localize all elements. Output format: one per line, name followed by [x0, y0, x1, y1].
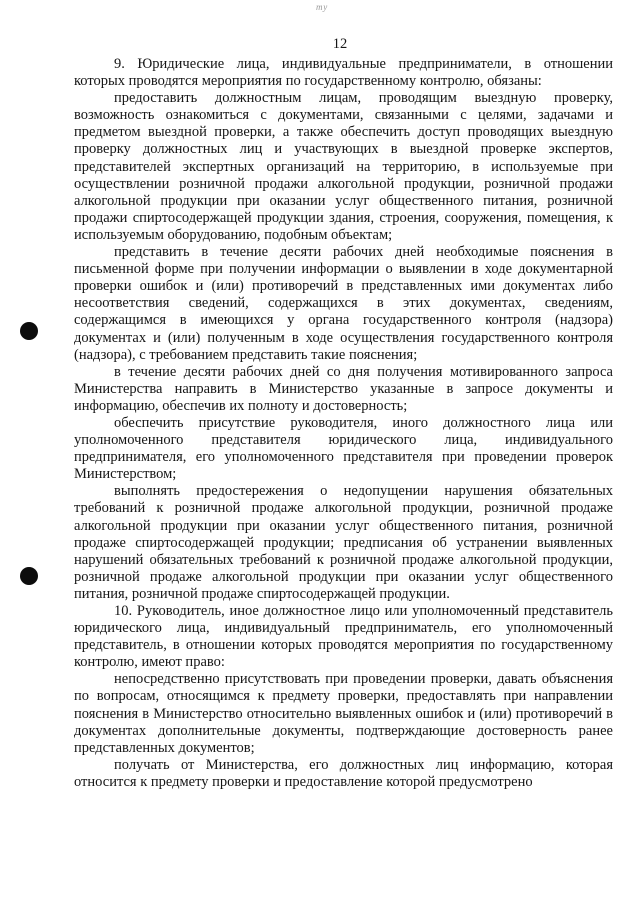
paragraph-be-present: непосредственно присутствовать при проведении проверки, давать объяснения по вопросам, относящимся к предмету проверки, предоставлять при направлении пояснения в Министерство относительно выявленных ошибок и (или) противоречий в документах дополнительные документы, подтверждающие достоверность ранее представленных документов;: [74, 671, 613, 756]
punch-hole: [20, 322, 38, 340]
paragraph-fulfil-warnings: выполнять предостережения о недопущении нарушения обязательных требований к розничной продаже алкогольной продукции, розничной продаже алкогольной продукции при оказании услуг общественного питания, розничной продаже спиртосодержащей продукции; предписания об устранении выявленных нарушений обязательных требований к розничной продаже алкогольной продукции, розничной продаже алкогольной продукции при оказании услуг общественного питания, розничной продаже спиртосодержащей продукции.: [74, 483, 613, 602]
paragraph-send-documents: в течение десяти рабочих дней со дня получения мотивированного запроса Министерства направить в Министерство указанные в запросе документы и информацию, обеспечив их полноту и достоверность;: [74, 363, 613, 414]
paragraph-provide-access: предоставить должностным лицам, проводящим выездную проверку, возможность ознакомиться с документами, связанными с целями, задачами и предметом выездной проверки, а также обеспечить доступ проводящих выездную проверку должностных лиц и участвующих в выездной проверке экспертов, представителей экспертных организаций на территорию, в используемые при осуществлении розничной продажи алкогольной продукции, розничной продажи алкогольной продукции при оказании услуг общественного питания, розничной продажи спиртосодержащей продукции здания, строения, сооружения, помещения, к используемым оборудованию, подобным объектам;: [74, 90, 613, 243]
paragraph-ensure-presence: обеспечить присутствие руководителя, иного должностного лица или уполномоченного представителя юридического лица, индивидуального предпринимателя, его уполномоченного представителя при проведении проверок Министерством;: [74, 414, 613, 483]
paragraph-clause-10: 10. Руководитель, иное должностное лицо или уполномоченный представитель юридического лица, индивидуальный предприниматель, его уполномоченный представитель, в отношении которых проводятся мероприятия по государственному контролю, имеют право:: [74, 603, 613, 671]
page-number: 12: [332, 36, 348, 52]
paragraph-provide-explanations: представить в течение десяти рабочих дней необходимые пояснения в письменной форме при получении информации о выявлении в ходе документарной проверки ошибок и (или) противоречий в представленных ими документах либо несоответствия сведений, содержащихся в этих документах, сведениям, содержащимся в имеющихся у органа государственного контроля (надзора) документах и (или) полученным в ходе осуществления государственного контроля (надзора), с требованием представить такие пояснения;: [74, 244, 613, 363]
paragraph-clause-9: 9. Юридические лица, индивидуальные предприниматели, в отношении которых проводятся мероприятия по государственному контролю, обязаны:: [74, 56, 613, 90]
scan-mark: ту: [316, 2, 329, 12]
punch-hole: [20, 567, 38, 585]
document-body: [74, 56, 613, 791]
paragraph-receive-information: получать от Министерства, его должностных лиц информацию, которая относится к предмету проверки и предоставление которой предусмотрено: [74, 756, 613, 790]
